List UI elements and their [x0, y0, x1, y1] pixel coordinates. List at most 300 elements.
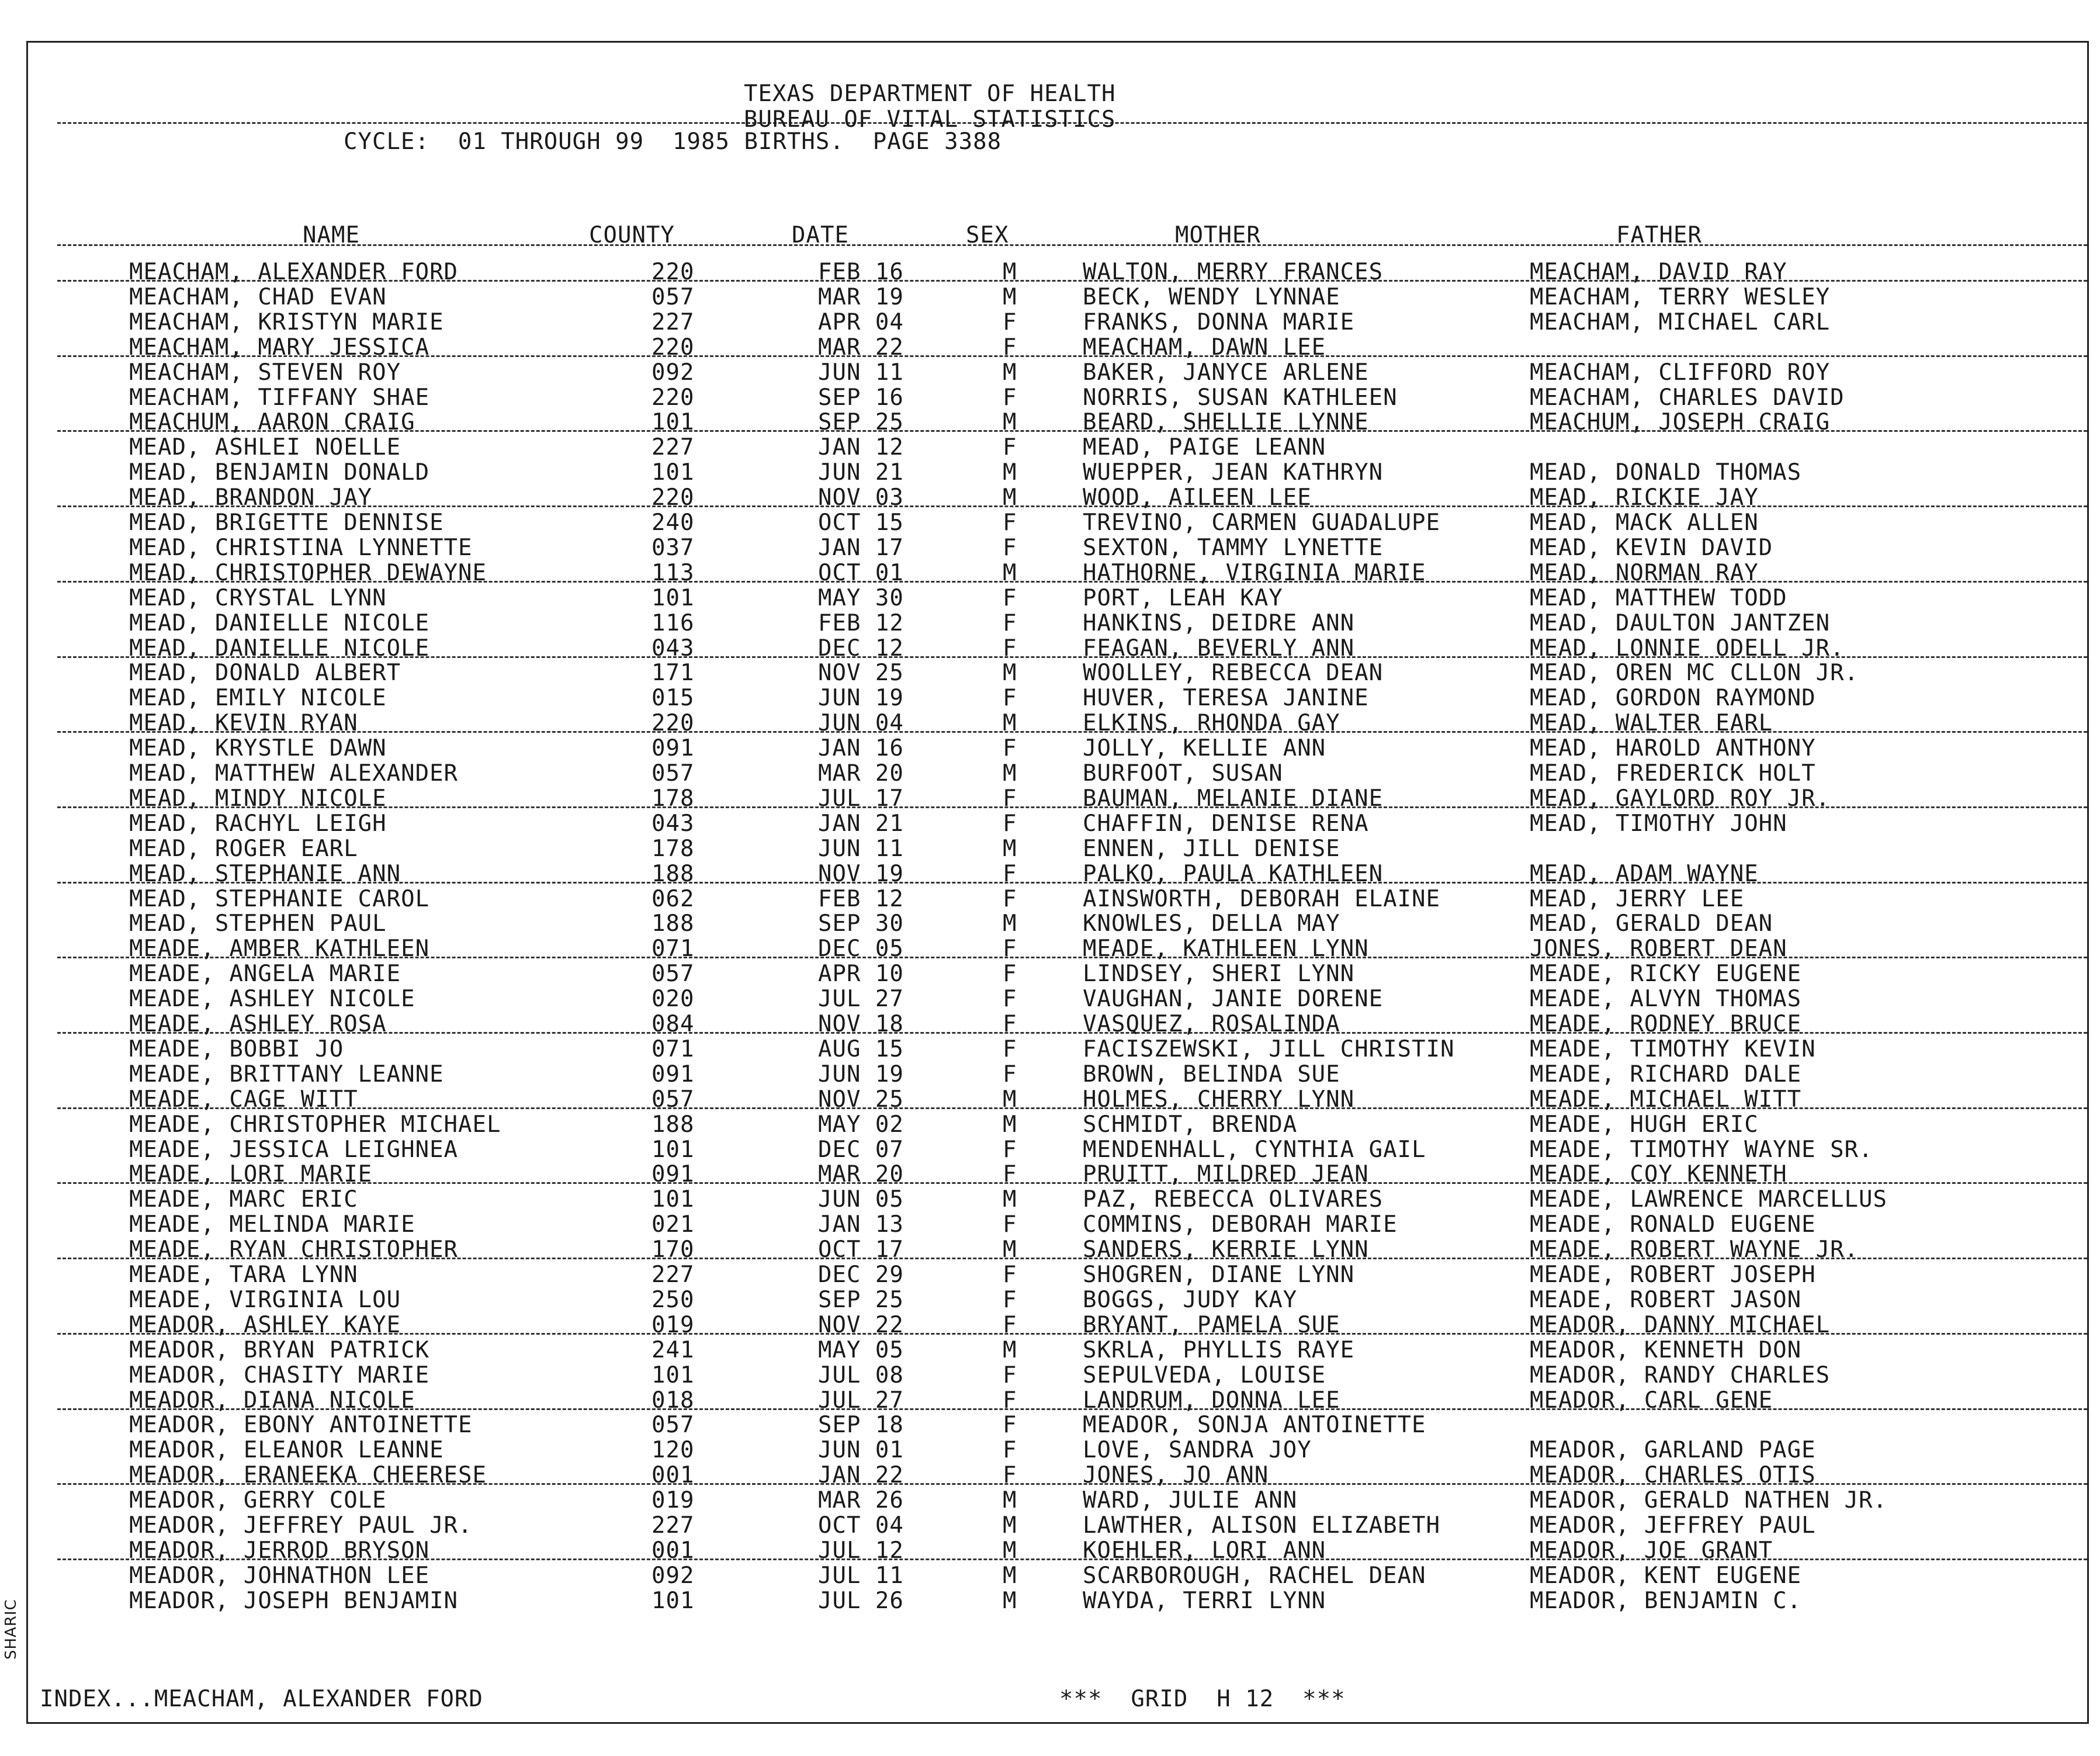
table-row	[28, 1389, 2087, 1414]
table-row	[28, 311, 2087, 336]
cell-date: JUL 27	[818, 1387, 904, 1414]
cell-mother: HUVER, TERESA JANINE	[1083, 685, 1369, 712]
cell-sex: F	[1003, 1161, 1017, 1188]
cell-father: MEAD, LONNIE ODELL JR.	[1530, 635, 1845, 661]
table-row	[28, 461, 2087, 486]
cell-mother: LANDRUM, DONNA LEE	[1083, 1387, 1340, 1414]
cell-sex: F	[1003, 1462, 1017, 1489]
cell-county: 220	[652, 259, 695, 285]
cell-sex: F	[1003, 534, 1017, 561]
cell-county: 116	[652, 609, 695, 636]
cell-father: MEAD, JERRY LEE	[1530, 885, 1745, 912]
cell-mother: BEARD, SHELLIE LYNNE	[1083, 409, 1369, 436]
cell-date: OCT 01	[818, 559, 904, 586]
cell-mother: FACISZEWSKI, JILL CHRISTIN	[1083, 1035, 1455, 1062]
cell-sex: M	[1003, 484, 1017, 511]
table-row	[28, 860, 2087, 888]
cell-mother: KOEHLER, LORI ANN	[1083, 1537, 1326, 1564]
table-row	[28, 1514, 2087, 1539]
cell-sex: F	[1003, 584, 1017, 611]
cell-sex: F	[1003, 785, 1017, 812]
column-header-name: NAME	[303, 222, 360, 248]
cell-name: MEADE, LORI MARIE	[129, 1161, 373, 1188]
cell-mother: TREVINO, CARMEN GUADALUPE	[1083, 510, 1440, 536]
cell-county: 240	[652, 510, 695, 536]
cell-county: 057	[652, 1086, 695, 1113]
cell-county: 057	[652, 760, 695, 787]
table-row	[28, 737, 2087, 762]
cell-date: JAN 21	[818, 810, 904, 837]
cell-sex: F	[1003, 685, 1017, 712]
cell-father: MEADE, RONALD EUGENE	[1530, 1211, 1816, 1238]
cell-name: MEADE, BRITTANY LEANNE	[129, 1061, 444, 1087]
cell-date: JUN 11	[818, 359, 904, 386]
cell-date: DEC 07	[818, 1136, 904, 1163]
table-row	[28, 1589, 2087, 1615]
cell-mother: NORRIS, SUSAN KATHLEEN	[1083, 384, 1398, 411]
table-row	[28, 712, 2087, 737]
table-row	[28, 812, 2087, 837]
cell-father: MEACHAM, TERRY WESLEY	[1530, 283, 1831, 310]
cell-date: JUN 19	[818, 685, 904, 712]
cell-mother: HATHORNE, VIRGINIA MARIE	[1083, 559, 1426, 586]
cell-name: MEAD, CHRISTOPHER DEWAYNE	[129, 559, 487, 586]
cell-date: MAR 26	[818, 1487, 904, 1514]
cell-father: MEADE, TIMOTHY WAYNE SR.	[1530, 1136, 1873, 1163]
cell-county: 057	[652, 961, 695, 988]
cell-name: MEADOR, DIANA NICOLE	[129, 1387, 415, 1414]
table-row	[28, 762, 2087, 787]
cell-date: OCT 04	[818, 1512, 904, 1539]
table-row	[28, 1414, 2087, 1439]
cell-name: MEAD, EMILY NICOLE	[129, 685, 387, 712]
cell-sex: F	[1003, 1035, 1017, 1062]
cell-father: MEADE, ROBERT JASON	[1530, 1286, 1802, 1313]
cell-date: FEB 12	[818, 885, 904, 912]
cell-date: MAY 02	[818, 1111, 904, 1138]
cell-name: MEAD, KEVIN RYAN	[129, 710, 358, 737]
cell-county: 241	[652, 1336, 695, 1363]
cell-mother: SEXTON, TAMMY LYNETTE	[1083, 534, 1384, 561]
cell-date: NOV 18	[818, 1011, 904, 1037]
cell-county: 101	[652, 1136, 695, 1163]
cell-father: MEAD, ADAM WAYNE	[1530, 860, 1759, 887]
cell-father: MEADOR, RANDY CHARLES	[1530, 1362, 1831, 1388]
table-row	[28, 1263, 2087, 1289]
cell-name: MEADE, ASHLEY ROSA	[129, 1011, 387, 1037]
cell-date: SEP 16	[818, 384, 904, 411]
cell-name: MEADOR, BRYAN PATRICK	[129, 1336, 430, 1363]
cell-name: MEADOR, EBONY ANTOINETTE	[129, 1412, 473, 1439]
cell-sex: M	[1003, 1186, 1017, 1213]
cell-name: MEAD, MINDY NICOLE	[129, 785, 387, 812]
cell-name: MEAD, DANIELLE NICOLE	[129, 635, 430, 661]
cell-name: MEACHAM, MARY JESSICA	[129, 334, 430, 361]
cell-name: MEACHAM, STEVEN ROY	[129, 359, 401, 386]
cell-mother: PRUITT, MILDRED JEAN	[1083, 1161, 1369, 1188]
cell-sex: F	[1003, 885, 1017, 912]
cell-mother: AINSWORTH, DEBORAH ELAINE	[1083, 885, 1440, 912]
cell-father: MEAD, MATTHEW TODD	[1530, 584, 1787, 611]
cell-date: JUL 26	[818, 1587, 904, 1614]
cell-name: MEADE, TARA LYNN	[129, 1262, 358, 1288]
table-row	[28, 1113, 2087, 1138]
cell-name: MEADOR, ELEANOR LEANNE	[129, 1437, 444, 1464]
cell-sex: F	[1003, 384, 1017, 411]
cell-date: JUL 08	[818, 1362, 904, 1388]
cell-county: 037	[652, 534, 695, 561]
cell-date: SEP 18	[818, 1412, 904, 1439]
table-row	[28, 988, 2087, 1013]
cell-mother: HANKINS, DEIDRE ANN	[1083, 609, 1355, 636]
cell-sex: M	[1003, 1487, 1017, 1514]
cell-name: MEADOR, JEFFREY PAUL JR.	[129, 1512, 473, 1539]
cell-mother: HOLMES, CHERRY LYNN	[1083, 1086, 1355, 1113]
cell-name: MEADE, CAGE WITT	[129, 1086, 358, 1113]
cell-mother: BRYANT, PAMELA SUE	[1083, 1311, 1340, 1338]
table-row	[28, 336, 2087, 361]
cell-date: JUN 11	[818, 835, 904, 862]
cell-mother: SHOGREN, DIANE LYNN	[1083, 1262, 1355, 1288]
table-row	[28, 1063, 2087, 1088]
cell-mother: SANDERS, KERRIE LYNN	[1083, 1237, 1369, 1263]
cell-name: MEADE, MELINDA MARIE	[129, 1211, 415, 1238]
cell-father: MEADOR, GARLAND PAGE	[1530, 1437, 1816, 1464]
column-header-father: FATHER	[1616, 222, 1702, 248]
cell-date: JUL 11	[818, 1562, 904, 1589]
table-row	[28, 1013, 2087, 1038]
cell-mother: MEAD, PAIGE LEANN	[1083, 434, 1326, 461]
side-label: SHARIC	[2, 1599, 20, 1660]
cell-sex: F	[1003, 1011, 1017, 1037]
cell-sex: M	[1003, 710, 1017, 737]
cell-sex: M	[1003, 1237, 1017, 1263]
cell-sex: M	[1003, 660, 1017, 687]
cell-sex: M	[1003, 259, 1017, 285]
cell-sex: F	[1003, 860, 1017, 887]
cell-county: 084	[652, 1011, 695, 1037]
cell-father: MEADOR, JEFFREY PAUL	[1530, 1512, 1816, 1539]
cell-date: JUL 27	[818, 986, 904, 1013]
cell-name: MEAD, KRYSTLE DAWN	[129, 735, 387, 762]
cell-mother: PAZ, REBECCA OLIVARES	[1083, 1186, 1384, 1213]
table-row	[28, 536, 2087, 562]
cell-name: MEADE, RYAN CHRISTOPHER	[129, 1237, 459, 1263]
cell-mother: CHAFFIN, DENISE RENA	[1083, 810, 1369, 837]
cell-father: MEAD, TIMOTHY JOHN	[1530, 810, 1787, 837]
cell-name: MEAD, RACHYL LEIGH	[129, 810, 387, 837]
cell-mother: VAUGHAN, JANIE DORENE	[1083, 986, 1384, 1013]
cell-sex: M	[1003, 910, 1017, 937]
cell-county: 227	[652, 309, 695, 335]
cell-mother: VASQUEZ, ROSALINDA	[1083, 1011, 1340, 1037]
cell-sex: M	[1003, 559, 1017, 586]
cell-father: MEADOR, KENT EUGENE	[1530, 1562, 1802, 1589]
cell-county: 091	[652, 1161, 695, 1188]
cell-date: MAY 05	[818, 1336, 904, 1363]
table-row	[28, 1364, 2087, 1389]
cell-sex: F	[1003, 1311, 1017, 1338]
cell-name: MEADOR, ERANEEKA CHEERESE	[129, 1462, 487, 1489]
table-row	[28, 1539, 2087, 1564]
cell-sex: F	[1003, 1387, 1017, 1414]
cell-county: 001	[652, 1537, 695, 1564]
cell-sex: M	[1003, 1537, 1017, 1564]
cell-mother: JONES, JO ANN	[1083, 1462, 1269, 1489]
cell-county: 019	[652, 1311, 695, 1338]
header-cycle: CYCLE: 01 THROUGH 99 1985 BIRTHS. PAGE 3388	[344, 129, 1002, 155]
table-row	[28, 1213, 2087, 1238]
cell-name: MEADOR, CHASITY MARIE	[129, 1362, 430, 1388]
cell-county: 220	[652, 710, 695, 737]
cell-name: MEADE, AMBER KATHLEEN	[129, 936, 430, 962]
cell-mother: LOVE, SANDRA JOY	[1083, 1437, 1312, 1464]
cell-name: MEACHAM, KRISTYN MARIE	[129, 309, 444, 335]
cell-date: JAN 16	[818, 735, 904, 762]
column-header-county: COUNTY	[589, 222, 675, 248]
cell-father: MEADE, ALVYN THOMAS	[1530, 986, 1802, 1013]
cell-father: MEACHAM, MICHAEL CARL	[1530, 309, 1831, 335]
cell-father: MEADOR, KENNETH DON	[1530, 1336, 1802, 1363]
cell-mother: BOGGS, JUDY KAY	[1083, 1286, 1298, 1313]
document-frame	[26, 41, 2089, 1724]
cell-county: 220	[652, 484, 695, 511]
cell-father: MEAD, DAULTON JANTZEN	[1530, 609, 1831, 636]
cell-father: MEADOR, CARL GENE	[1530, 1387, 1773, 1414]
table-row	[28, 1188, 2087, 1213]
cell-father: MEADE, MICHAEL WITT	[1530, 1086, 1802, 1113]
table-row	[28, 361, 2087, 386]
cell-sex: F	[1003, 936, 1017, 962]
cell-county: 178	[652, 785, 695, 812]
cell-mother: JOLLY, KELLIE ANN	[1083, 735, 1326, 762]
cell-mother: FRANKS, DONNA MARIE	[1083, 309, 1355, 335]
cell-county: 021	[652, 1211, 695, 1238]
cell-county: 178	[652, 835, 695, 862]
cell-father: MEAD, MACK ALLEN	[1530, 510, 1759, 536]
cell-father: MEACHAM, DAVID RAY	[1530, 259, 1787, 285]
cell-sex: M	[1003, 1111, 1017, 1138]
cell-county: 101	[652, 409, 695, 436]
column-header-date: DATE	[792, 222, 849, 248]
cell-sex: M	[1003, 1512, 1017, 1539]
cell-mother: ENNEN, JILL DENISE	[1083, 835, 1340, 862]
header-bureau: BUREAU OF VITAL STATISTICS	[744, 106, 1116, 133]
column-header-mother: MOTHER	[1175, 222, 1261, 248]
table-row	[28, 837, 2087, 863]
cell-mother: PALKO, PAULA KATHLEEN	[1083, 860, 1384, 887]
cell-sex: F	[1003, 635, 1017, 661]
cell-sex: F	[1003, 735, 1017, 762]
cell-county: 091	[652, 735, 695, 762]
cell-mother: MENDENHALL, CYNTHIA GAIL	[1083, 1136, 1426, 1163]
cell-county: 092	[652, 359, 695, 386]
cell-mother: WUEPPER, JEAN KATHRYN	[1083, 459, 1384, 486]
table-row	[28, 584, 2087, 612]
cell-county: 092	[652, 1562, 695, 1589]
cell-county: 101	[652, 1362, 695, 1388]
table-row	[28, 1286, 2087, 1314]
cell-sex: F	[1003, 1061, 1017, 1087]
cell-date: JUL 17	[818, 785, 904, 812]
table-row	[28, 1311, 2087, 1339]
cell-name: MEAD, MATTHEW ALEXANDER	[129, 760, 459, 787]
footer-grid: *** GRID H 12 ***	[1059, 1686, 1346, 1712]
cell-mother: PORT, LEAH KAY	[1083, 584, 1283, 611]
cell-county: 101	[652, 459, 695, 486]
table-row	[28, 687, 2087, 712]
cell-mother: MEACHAM, DAWN LEE	[1083, 334, 1326, 361]
cell-mother: WARD, JULIE ANN	[1083, 1487, 1298, 1514]
cell-father: MEADOR, GERALD NATHEN JR.	[1530, 1487, 1887, 1514]
cell-date: MAR 22	[818, 334, 904, 361]
cell-father: MEAD, FREDERICK HOLT	[1530, 760, 1816, 787]
cell-county: 071	[652, 1035, 695, 1062]
cell-father: MEADE, COY KENNETH	[1530, 1161, 1787, 1188]
cell-date: OCT 15	[818, 510, 904, 536]
cell-mother: BROWN, BELINDA SUE	[1083, 1061, 1340, 1087]
column-header-sex: SEX	[966, 222, 1009, 248]
cell-county: 057	[652, 283, 695, 310]
cell-mother: MEADOR, SONJA ANTOINETTE	[1083, 1412, 1426, 1439]
cell-date: SEP 25	[818, 1286, 904, 1313]
cell-date: JAN 22	[818, 1462, 904, 1489]
cell-name: MEADE, BOBBI JO	[129, 1035, 344, 1062]
table-row	[28, 912, 2087, 937]
cell-sex: F	[1003, 1412, 1017, 1439]
cell-county: 250	[652, 1286, 695, 1313]
table-row	[28, 486, 2087, 511]
cell-date: MAR 20	[818, 760, 904, 787]
cell-sex: M	[1003, 283, 1017, 310]
cell-sex: F	[1003, 810, 1017, 837]
cell-county: 101	[652, 584, 695, 611]
cell-sex: M	[1003, 359, 1017, 386]
header-department: TEXAS DEPARTMENT OF HEALTH	[744, 81, 1116, 107]
cell-father: MEAD, GERALD DEAN	[1530, 910, 1773, 937]
cell-sex: F	[1003, 961, 1017, 988]
cell-mother: WALTON, MERRY FRANCES	[1083, 259, 1384, 285]
cell-father: MEADE, HUGH ERIC	[1530, 1111, 1759, 1138]
cell-date: APR 04	[818, 309, 904, 335]
cell-county: 227	[652, 1512, 695, 1539]
cell-county: 019	[652, 1487, 695, 1514]
cell-sex: F	[1003, 1211, 1017, 1238]
cell-father: MEADOR, DANNY MICHAEL	[1530, 1311, 1831, 1338]
cell-name: MEAD, DONALD ALBERT	[129, 660, 401, 687]
cell-date: MAR 19	[818, 283, 904, 310]
cell-sex: M	[1003, 1587, 1017, 1614]
cell-name: MEAD, STEPHANIE CAROL	[129, 885, 430, 912]
cell-sex: M	[1003, 760, 1017, 787]
cell-county: 071	[652, 936, 695, 962]
cell-mother: BURFOOT, SUSAN	[1083, 760, 1283, 787]
cell-father: MEAD, NORMAN RAY	[1530, 559, 1759, 586]
cell-father: MEAD, RICKIE JAY	[1530, 484, 1759, 511]
cell-father: MEADE, RICHARD DALE	[1530, 1061, 1802, 1087]
cell-county: 020	[652, 986, 695, 1013]
cell-sex: F	[1003, 510, 1017, 536]
cell-father: MEADE, RODNEY BRUCE	[1530, 1011, 1802, 1037]
cell-mother: KNOWLES, DELLA MAY	[1083, 910, 1340, 937]
cell-sex: M	[1003, 835, 1017, 862]
cell-date: NOV 19	[818, 860, 904, 887]
cell-name: MEADE, JESSICA LEIGHNEA	[129, 1136, 459, 1163]
cell-name: MEAD, CRYSTAL LYNN	[129, 584, 387, 611]
cell-date: MAY 30	[818, 584, 904, 611]
table-row	[28, 1564, 2087, 1589]
cell-name: MEAD, ROGER EARL	[129, 835, 358, 862]
cell-date: DEC 12	[818, 635, 904, 661]
cell-date: AUG 15	[818, 1035, 904, 1062]
cell-father: MEADOR, BENJAMIN C.	[1530, 1587, 1802, 1614]
cell-mother: WOOLLEY, REBECCA DEAN	[1083, 660, 1384, 687]
cell-county: 188	[652, 1111, 695, 1138]
cell-county: 220	[652, 384, 695, 411]
cell-date: JUN 01	[818, 1437, 904, 1464]
cell-date: FEB 16	[818, 259, 904, 285]
cell-county: 120	[652, 1437, 695, 1464]
cell-county: 001	[652, 1462, 695, 1489]
cell-mother: SCARBOROUGH, RACHEL DEAN	[1083, 1562, 1426, 1589]
cell-county: 015	[652, 685, 695, 712]
table-row	[28, 436, 2087, 461]
cell-sex: F	[1003, 309, 1017, 335]
cell-date: JAN 17	[818, 534, 904, 561]
cell-county: 043	[652, 635, 695, 661]
cell-sex: F	[1003, 334, 1017, 361]
cell-sex: M	[1003, 459, 1017, 486]
cell-sex: F	[1003, 1136, 1017, 1163]
cell-father: MEADE, ROBERT WAYNE JR.	[1530, 1237, 1859, 1263]
cell-county: 062	[652, 885, 695, 912]
table-row	[28, 386, 2087, 411]
cell-name: MEACHAM, CHAD EVAN	[129, 283, 387, 310]
cell-date: JUN 04	[818, 710, 904, 737]
cell-father: MEAD, HAROLD ANTHONY	[1530, 735, 1816, 762]
cell-name: MEADE, VIRGINIA LOU	[129, 1286, 401, 1313]
cell-name: MEAD, BENJAMIN DONALD	[129, 459, 430, 486]
table-row	[28, 1035, 2087, 1063]
cell-mother: BECK, WENDY LYNNAE	[1083, 283, 1340, 310]
table-row	[28, 1238, 2087, 1263]
cell-name: MEADOR, ASHLEY KAYE	[129, 1311, 401, 1338]
cell-name: MEADE, CHRISTOPHER MICHAEL	[129, 1111, 501, 1138]
cell-mother: BAUMAN, MELANIE DIANE	[1083, 785, 1384, 812]
cell-mother: SKRLA, PHYLLIS RAYE	[1083, 1336, 1355, 1363]
table-row	[28, 885, 2087, 913]
cell-county: 043	[652, 810, 695, 837]
cell-county: 018	[652, 1387, 695, 1414]
cell-mother: LAWTHER, ALISON ELIZABETH	[1083, 1512, 1440, 1539]
cell-county: 171	[652, 660, 695, 687]
cell-date: JUN 21	[818, 459, 904, 486]
cell-date: SEP 25	[818, 409, 904, 436]
cell-mother: SCHMIDT, BRENDA	[1083, 1111, 1298, 1138]
cell-name: MEACHUM, AARON CRAIG	[129, 409, 415, 436]
cell-name: MEADE, ASHLEY NICOLE	[129, 986, 415, 1013]
cell-father: MEADOR, CHARLES OTIS	[1530, 1462, 1816, 1489]
cell-name: MEAD, STEPHEN PAUL	[129, 910, 387, 937]
footer-index: INDEX...MEACHAM, ALEXANDER FORD	[40, 1686, 483, 1712]
cell-name: MEAD, STEPHANIE ANN	[129, 860, 401, 887]
cell-name: MEAD, ASHLEI NOELLE	[129, 434, 401, 461]
cell-county: 227	[652, 434, 695, 461]
cell-date: JUN 05	[818, 1186, 904, 1213]
table-row	[28, 609, 2087, 637]
cell-date: NOV 03	[818, 484, 904, 511]
table-row	[28, 637, 2087, 662]
